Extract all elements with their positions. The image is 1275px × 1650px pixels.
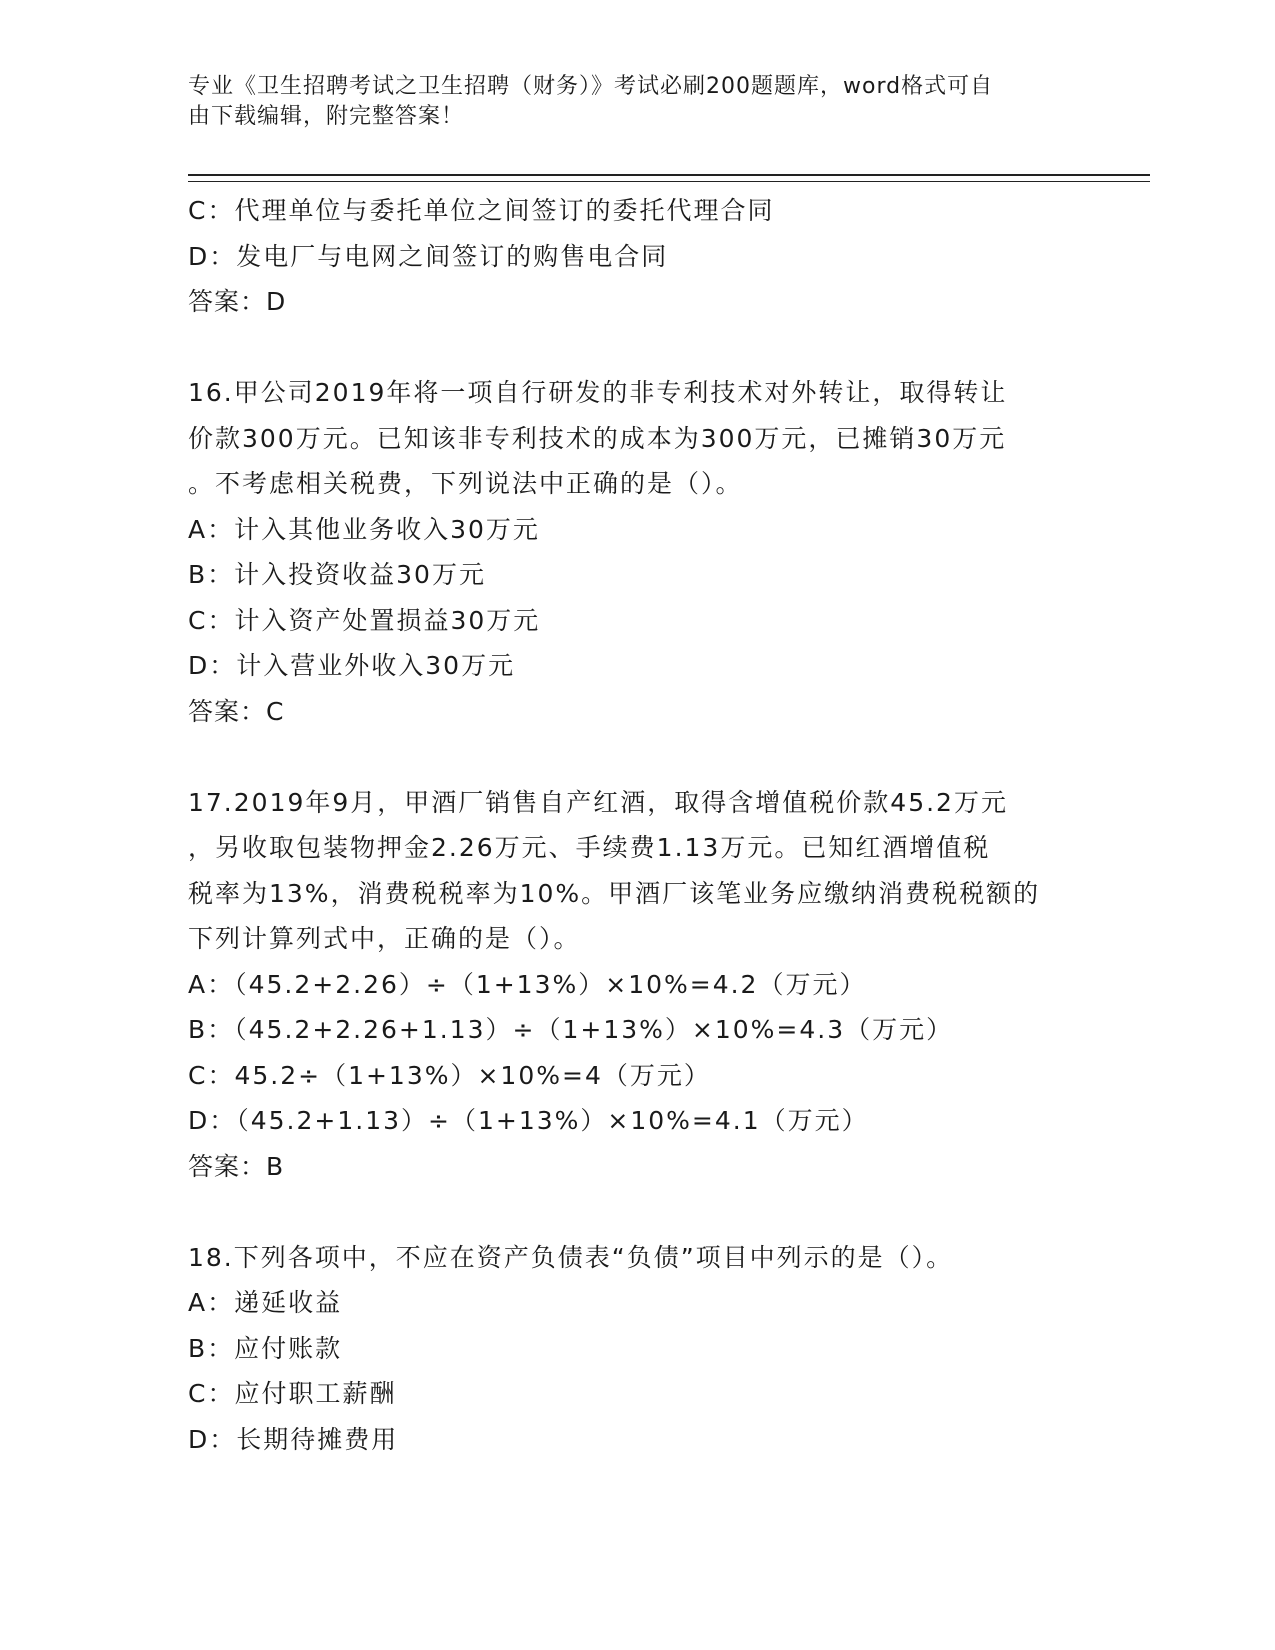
q16-option-d: D：计入营业外收入30万元 (188, 651, 516, 680)
q17-option-b: B：（45.2+2.26+1.13）÷（1+13%）×10%=4.3（万元） (188, 1015, 954, 1044)
q17-answer: 答案：B (188, 1151, 285, 1181)
q17-stem-line-3: 税率为13%，消费税税率为10%。甲酒厂该笔业务应缴纳消费税税额的 (188, 878, 1041, 908)
q17-option-d: D：（45.2+1.13）÷（1+13%）×10%=4.1（万元） (188, 1106, 869, 1135)
question-content (188, 188, 1088, 1462)
q18-option-d: D：长期待摊费用 (188, 1424, 399, 1454)
q18-stem-line-1: 18.下列各项中，不应在资产负债表“负债”项目中列示的是（）。 (188, 1242, 954, 1272)
q17-option-c: C：45.2÷（1+13%）×10%=4（万元） (188, 1060, 711, 1090)
q17-stem-line-1: 17.2019年9月，甲酒厂销售自产红酒，取得含增值税价款45.2万元 (188, 787, 1008, 817)
question-16-block (188, 370, 1088, 734)
q18-option-c: C：应付职工薪酬 (188, 1379, 397, 1408)
q16-stem-line-3: 。不考虑相关税费，下列说法中正确的是（）。 (188, 469, 743, 498)
q18-option-a: A：递延收益 (188, 1288, 343, 1317)
q15-option-d: D：发电厂与电网之间签订的购售电合同 (188, 241, 669, 271)
spacer (188, 1189, 1088, 1235)
q15-answer: 答案：D (188, 287, 287, 316)
q16-option-b: B：计入投资收益30万元 (188, 560, 486, 589)
q15-option-c: C：代理单位与委托单位之间签订的委托代理合同 (188, 196, 775, 225)
question-18-block (188, 1235, 1088, 1463)
document-header (188, 72, 1068, 132)
q17-stem-line-4: 下列计算列式中，正确的是（）。 (188, 924, 581, 953)
header-line-1: 专业《卫生招聘考试之卫生招聘（财务）》考试必刷200题题库，word格式可自 (188, 74, 994, 99)
q18-option-b: B：应付账款 (188, 1333, 343, 1363)
spacer (188, 325, 1088, 371)
question-17-block (188, 780, 1088, 1190)
q16-option-a: A：计入其他业务收入30万元 (188, 514, 540, 544)
q16-answer: 答案：C (188, 696, 285, 726)
q16-stem-line-1: 16.甲公司2019年将一项自行研发的非专利技术对外转让，取得转让 (188, 378, 1008, 407)
q17-stem-line-2: ，另收取包装物押金2.26万元、手续费1.13万元。已知红酒增值税 (188, 833, 991, 862)
header-rule-thin (188, 181, 1150, 182)
question-15-block (188, 188, 1088, 325)
header-rule-thick (188, 174, 1150, 176)
header-line-2: 由下载编辑，附完整答案！ (188, 104, 465, 129)
q16-option-c: C：计入资产处置损益30万元 (188, 605, 541, 635)
q17-option-a: A：（45.2+2.26）÷（1+13%）×10%=4.2（万元） (188, 969, 867, 999)
q16-stem-line-2: 价款300万元。已知该非专利技术的成本为300万元，已摊销30万元 (188, 423, 1007, 453)
spacer (188, 734, 1088, 780)
